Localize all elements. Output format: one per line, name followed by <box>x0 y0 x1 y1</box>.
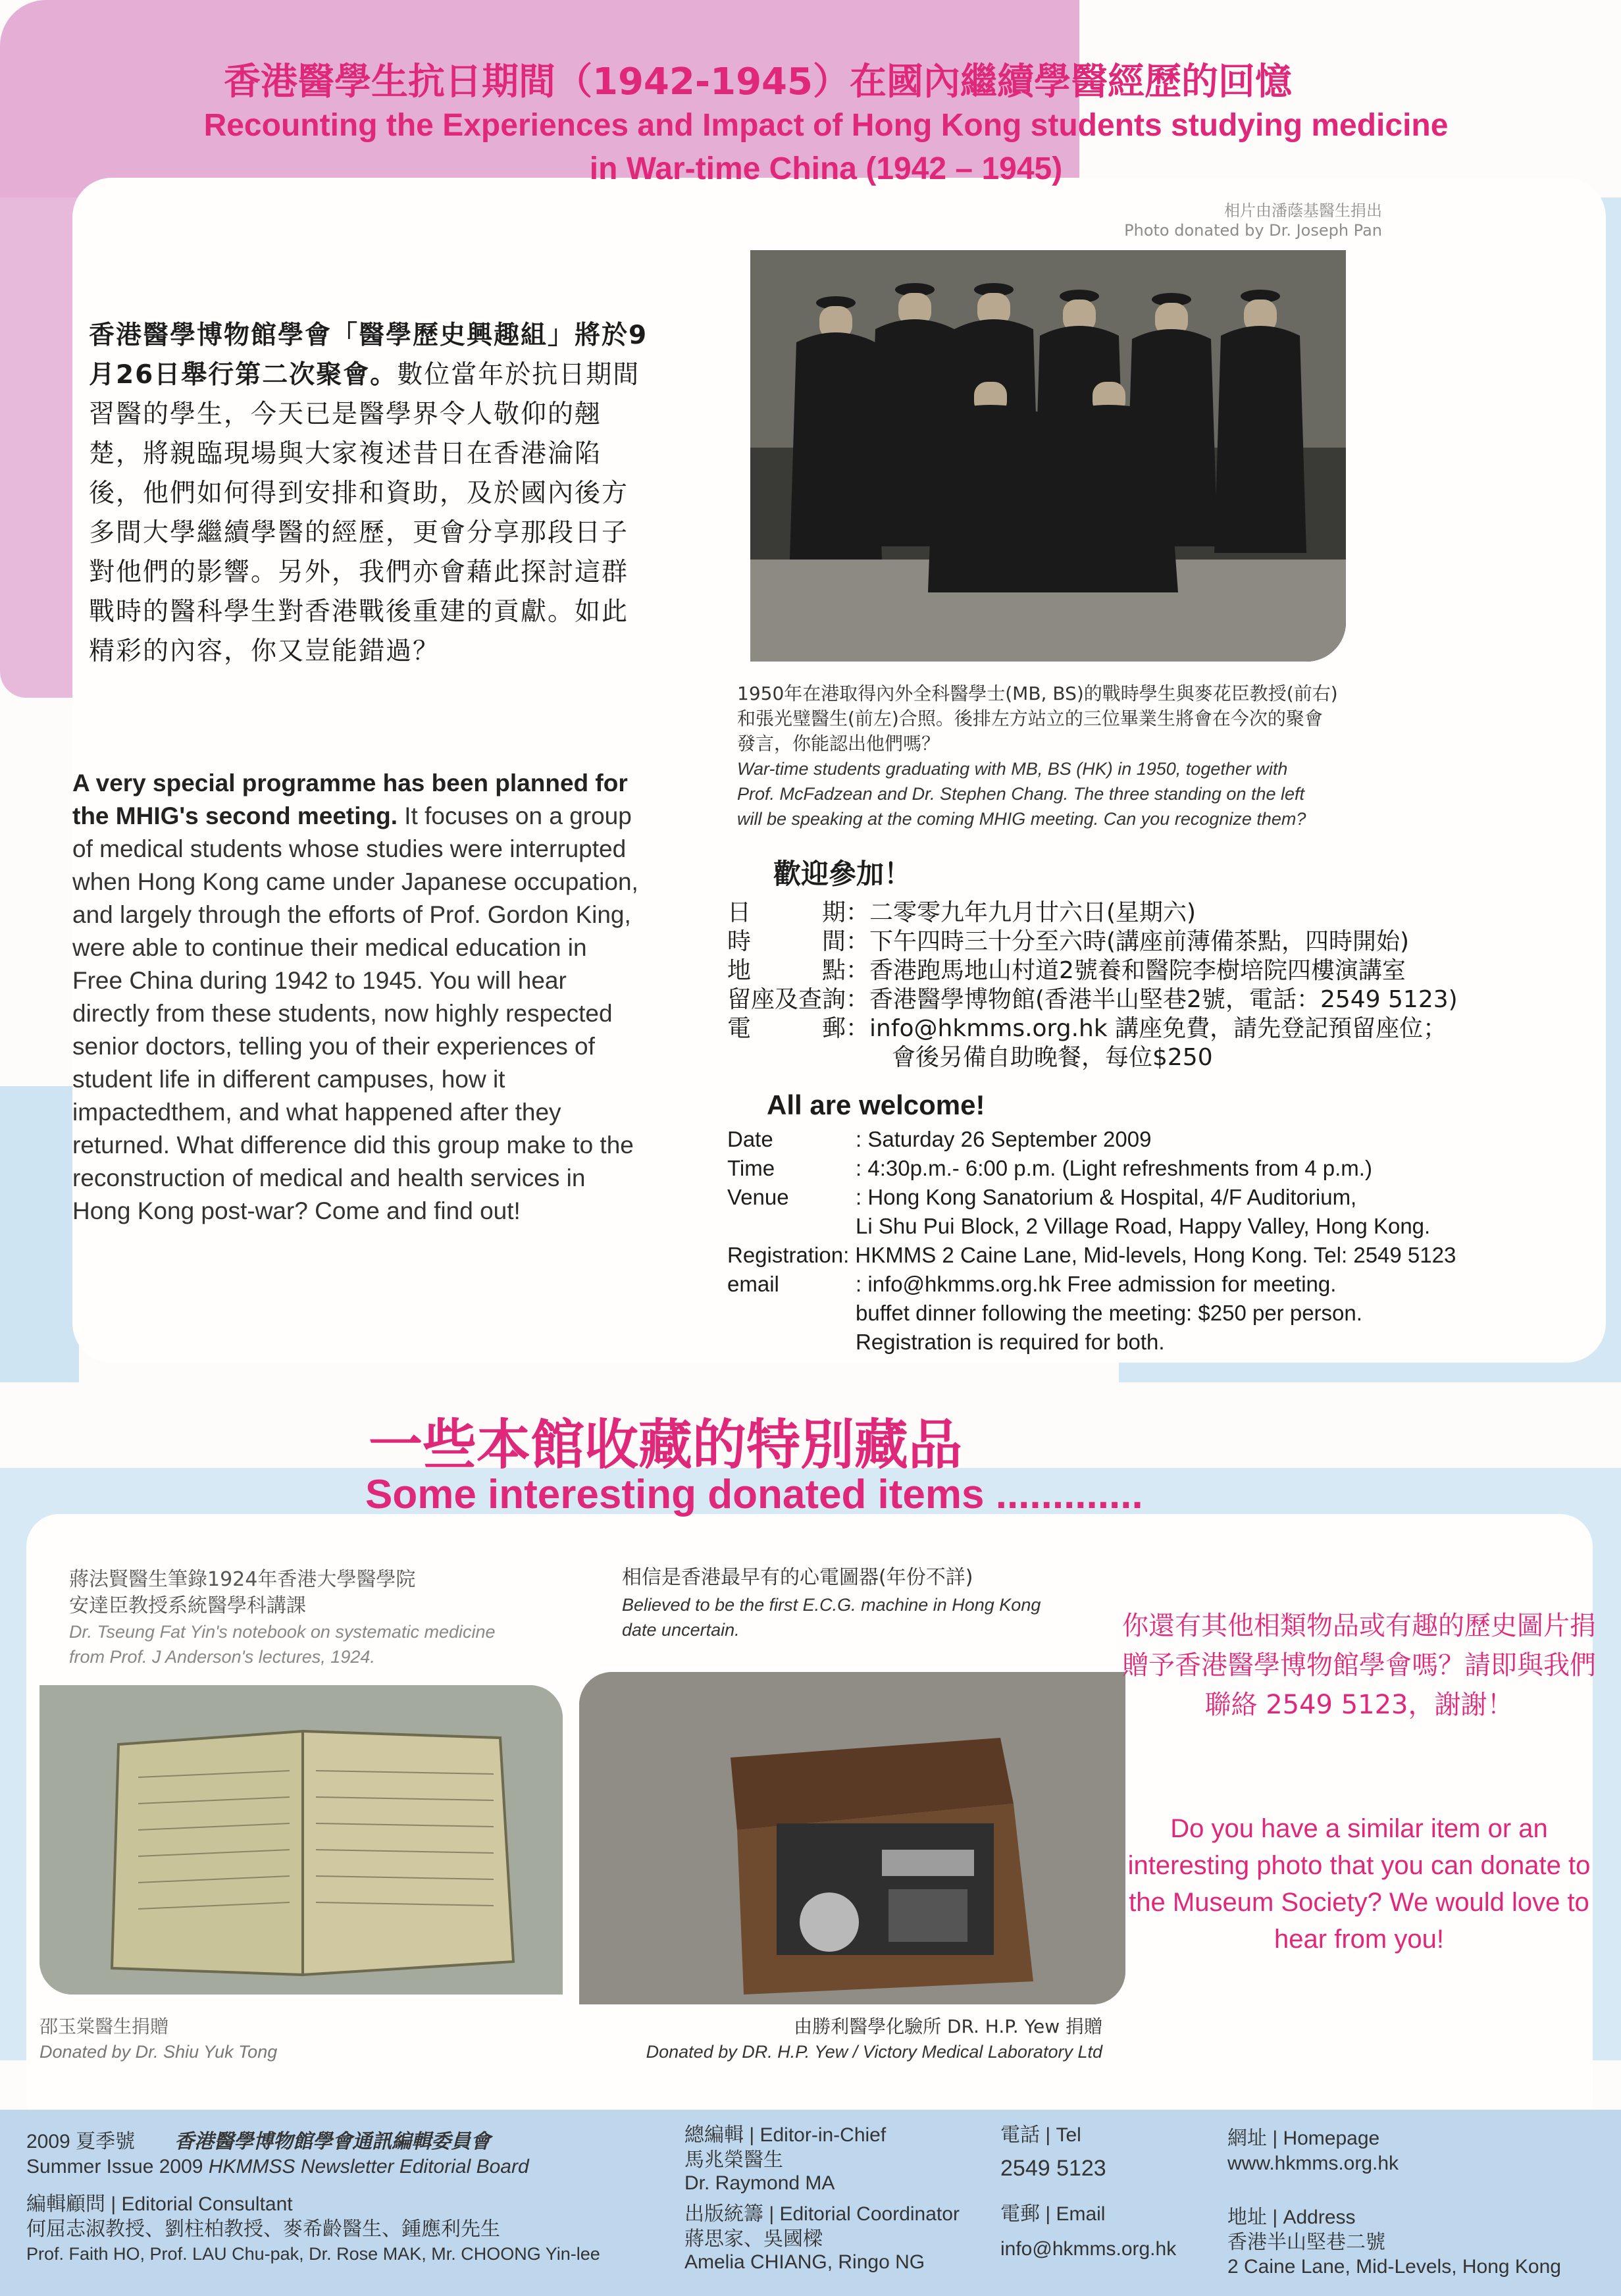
event-row-dinner-zh: 會後另備自助晚餐，每位$250 <box>892 1044 1213 1071</box>
footer-address-en: 2 Caine Lane, Mid-Levels, Hong Kong <box>1227 2256 1561 2278</box>
event-row-venue2-en: Li Shu Pui Block, 2 Village Road, Happy Valley, Hong Kong. <box>856 1214 1431 1238</box>
footer-board: Summer Issue 2009 HKMMSS Newsletter Editorial Board <box>26 2156 529 2178</box>
items-heading-zh: 一些本館收藏的特別藏品 <box>369 1414 963 1476</box>
notebook-photo-image <box>39 1685 563 1995</box>
page-title-zh: 香港醫學生抗日期間（1942-1945）在國內繼續學醫經歷的回憶 <box>224 61 1292 103</box>
ecg-caption-en1: Believed to be the first E.C.G. machine in Hong Kong <box>622 1595 1041 1615</box>
footer-address-zh: 香港半山堅巷二號 <box>1227 2231 1385 2253</box>
graduation-photo-image <box>750 250 1346 662</box>
event-row-time-en: Time : 4:30p.m.- 6:00 p.m. (Light refreshments from 4 p.m.) <box>727 1156 1372 1180</box>
photo-credit-zh: 相片由潘蔭基醫生捐出 <box>1224 201 1382 220</box>
background-blue-strip <box>0 1086 79 1382</box>
intro-en-body: It focuses on a group of medical students whose studies were interrupted when Hong Kong came under Japanese occupation, and largely through the efforts of Prof. Gordon King, were able to continue their medical education in Free China during 1942 to 1945. You will hear directly from these students, now highly respected senior doctors, telling you of their experiences of student life in different campuses, how it impactedthem, and what happened after they returned. What difference did this group make to the reconstruction of medical and health services in Hong Kong post-war? Come and find out! <box>72 802 638 1224</box>
ecg-caption-zh: 相信是香港最早有的心電圖器(年份不詳) <box>622 1566 973 1589</box>
notebook-photo <box>39 1685 563 1995</box>
footer-tel-label: 電話 | Tel <box>1000 2124 1081 2146</box>
footer-consultant-zh: 何屈志淑教授、劉柱柏教授、麥希齡醫生、鍾應利先生 <box>26 2218 500 2240</box>
caption-en-line3: will be speaking at the coming MHIG meeting. Can you recognize them? <box>737 809 1306 829</box>
notebook-donor-en: Donated by Dr. Shiu Yuk Tong <box>39 2042 278 2062</box>
ecg-donor-en: Donated by DR. H.P. Yew / Victory Medical Laboratory Ltd <box>646 2042 1102 2062</box>
event-row-email-zh: 電 郵：info@hkmms.org.hk 講座免費，請先登記預留座位； <box>727 1015 1447 1042</box>
caption-zh-line1: 1950年在港取得內外全科醫學士(MB, BS)的戰時學生與麥花臣教授(前右) <box>737 683 1338 704</box>
intro-en <box>72 767 638 1228</box>
appeal-zh: 你還有其他相類物品或有趣的歷史圖片捐贈予香港醫學博物館學會嗎？請即與我們聯絡 2549 5123，謝謝！ <box>1122 1611 1596 1720</box>
ecg-photo <box>579 1672 1125 2004</box>
event-row-venue-en: Venue : Hong Kong Sanatorium & Hospital, 4/F Auditorium, <box>727 1185 1357 1209</box>
footer-issue: 2009 夏季號 香港醫學博物館學會通訊編輯委員會 <box>26 2131 491 2152</box>
event-details-en <box>727 1126 1609 1356</box>
title-en-line2: in War-time China (1942 – 1945) <box>589 151 1063 186</box>
notebook-caption-zh1: 蔣法賢醫生筆錄1924年香港大學醫學院 <box>69 1568 416 1591</box>
event-row-time-zh: 時 間：下午四時三十分至六時(講座前薄備茶點，四時開始) <box>727 928 1410 955</box>
footer-eic-label: 總編輯 | Editor-in-Chief <box>684 2124 887 2146</box>
intro-en-bold: A very special programme has been planned for the MHIG's second meeting. <box>72 770 628 829</box>
footer-homepage[interactable]: www.hkmms.org.hk <box>1227 2152 1399 2174</box>
ecg-caption-en2: date uncertain. <box>622 1620 740 1640</box>
graduation-photo <box>750 250 1346 662</box>
ecg-donor <box>629 2014 1102 2064</box>
notebook-caption-en1: Dr. Tseung Fat Yin's notebook on systematic medicine <box>69 1622 496 1642</box>
notebook-donor-zh: 邵玉棠醫生捐贈 <box>39 2016 169 2037</box>
welcome-heading-zh: 歡迎參加！ <box>773 858 912 890</box>
intro-zh <box>89 316 648 671</box>
items-heading-en: Some interesting donated items ............. <box>365 1472 1143 1517</box>
photo-credit <box>987 201 1382 240</box>
caption-en-line1: War-time students graduating with MB, BS (HK) in 1950, together with <box>737 759 1288 779</box>
event-row-registration-en: Registration: HKMMS 2 Caine Lane, Mid-levels, Hong Kong. Tel: 2549 5123 <box>727 1243 1456 1267</box>
intro-zh-body: 數位當年於抗日期間習醫的學生，今天已是醫學界令人敬仰的翹楚，將親臨現場與大家複述昔日在香港淪陷後，他們如何得到安排和資助，及於國內後方多間大學繼續學醫的經歷，更會分享那段日子對他們的影響。另外，我們亦會藉此探討這群戰時的醫科學生對香港戰後重建的貢獻。如此精彩的內容，你又豈能錯過？ <box>89 360 640 666</box>
event-row-email-en: email : info@hkmms.org.hk Free admission for meeting. <box>727 1272 1337 1296</box>
welcome-heading-en: All are welcome! <box>767 1089 985 1120</box>
footer-address-label: 地址 | Address <box>1227 2206 1356 2228</box>
caption-zh-line2: 和張光璧醫生(前左)合照。後排左方站立的三位畢業生將會在今次的聚會 <box>737 708 1323 729</box>
footer-tel[interactable]: 2549 5123 <box>1000 2156 1106 2181</box>
notebook-donor <box>39 2014 434 2064</box>
page-title-en <box>118 104 1533 191</box>
photo-caption <box>737 681 1461 831</box>
ecg-photo-image <box>579 1672 1125 2004</box>
footer-eic-en: Dr. Raymond MA <box>684 2172 835 2194</box>
event-row-venue-zh: 地 點：香港跑馬地山村道2號養和醫院李樹培院四樓演講室 <box>727 957 1406 984</box>
footer-email-label: 電郵 | Email <box>1000 2203 1106 2225</box>
footer-email[interactable]: info@hkmms.org.hk <box>1000 2238 1177 2260</box>
event-details-zh <box>727 899 1583 1089</box>
notebook-caption-zh2: 安達臣教授系統醫學科講課 <box>69 1594 306 1617</box>
footer-consultant-label: 編輯顧問 | Editorial Consultant <box>26 2193 293 2215</box>
event-row-dinner-en: buffet dinner following the meeting: $250 per person. <box>856 1301 1362 1325</box>
footer-coord-label: 出版統籌 | Editorial Coordinator <box>684 2203 960 2225</box>
notebook-caption-en2: from Prof. J Anderson's lectures, 1924. <box>69 1647 375 1667</box>
ecg-donor-zh: 由勝利醫學化驗所 DR. H.P. Yew 捐贈 <box>794 2016 1102 2037</box>
appeal-en: Do you have a similar item or an interesting photo that you can donate to the Museum Society? We would love to hear from you! <box>1127 1814 1591 1954</box>
footer-coord-en: Amelia CHIANG, Ringo NG <box>684 2251 925 2273</box>
title-en-line1: Recounting the Experiences and Impact of Hong Kong students studying medicine <box>203 108 1449 143</box>
ecg-caption <box>622 1563 1148 1642</box>
event-row-note-en: Registration is required for both. <box>856 1330 1165 1354</box>
caption-zh-line3: 發言，你能認出他們嗎？ <box>737 733 940 754</box>
footer-consultant-en: Prof. Faith HO, Prof. LAU Chu-pak, Dr. Rose MAK, Mr. CHOONG Yin-lee <box>26 2244 600 2264</box>
footer-homepage-label: 網址 | Homepage <box>1227 2127 1380 2149</box>
event-row-registration-zh: 留座及查詢：香港醫學博物館(香港半山堅巷2號，電話：2549 5123) <box>727 986 1458 1013</box>
footer <box>0 2110 1621 2296</box>
footer-coord-zh: 蔣思家、吳國樑 <box>684 2228 823 2250</box>
notebook-caption <box>69 1567 596 1669</box>
intro-zh-bold: 香港醫學博物館學會「醫學歷史興趣組」將於9月26日舉行第二次聚會。 <box>89 321 648 390</box>
photo-credit-en: Photo donated by Dr. Joseph Pan <box>1124 221 1382 240</box>
event-row-date-en: Date : Saturday 26 September 2009 <box>727 1127 1152 1151</box>
event-row-date-zh: 日 期：二零零九年九月廿六日(星期六) <box>727 899 1196 926</box>
footer-eic-zh: 馬兆榮醫生 <box>684 2149 783 2171</box>
caption-en-line2: Prof. McFadzean and Dr. Stephen Chang. The three standing on the left <box>737 784 1305 804</box>
